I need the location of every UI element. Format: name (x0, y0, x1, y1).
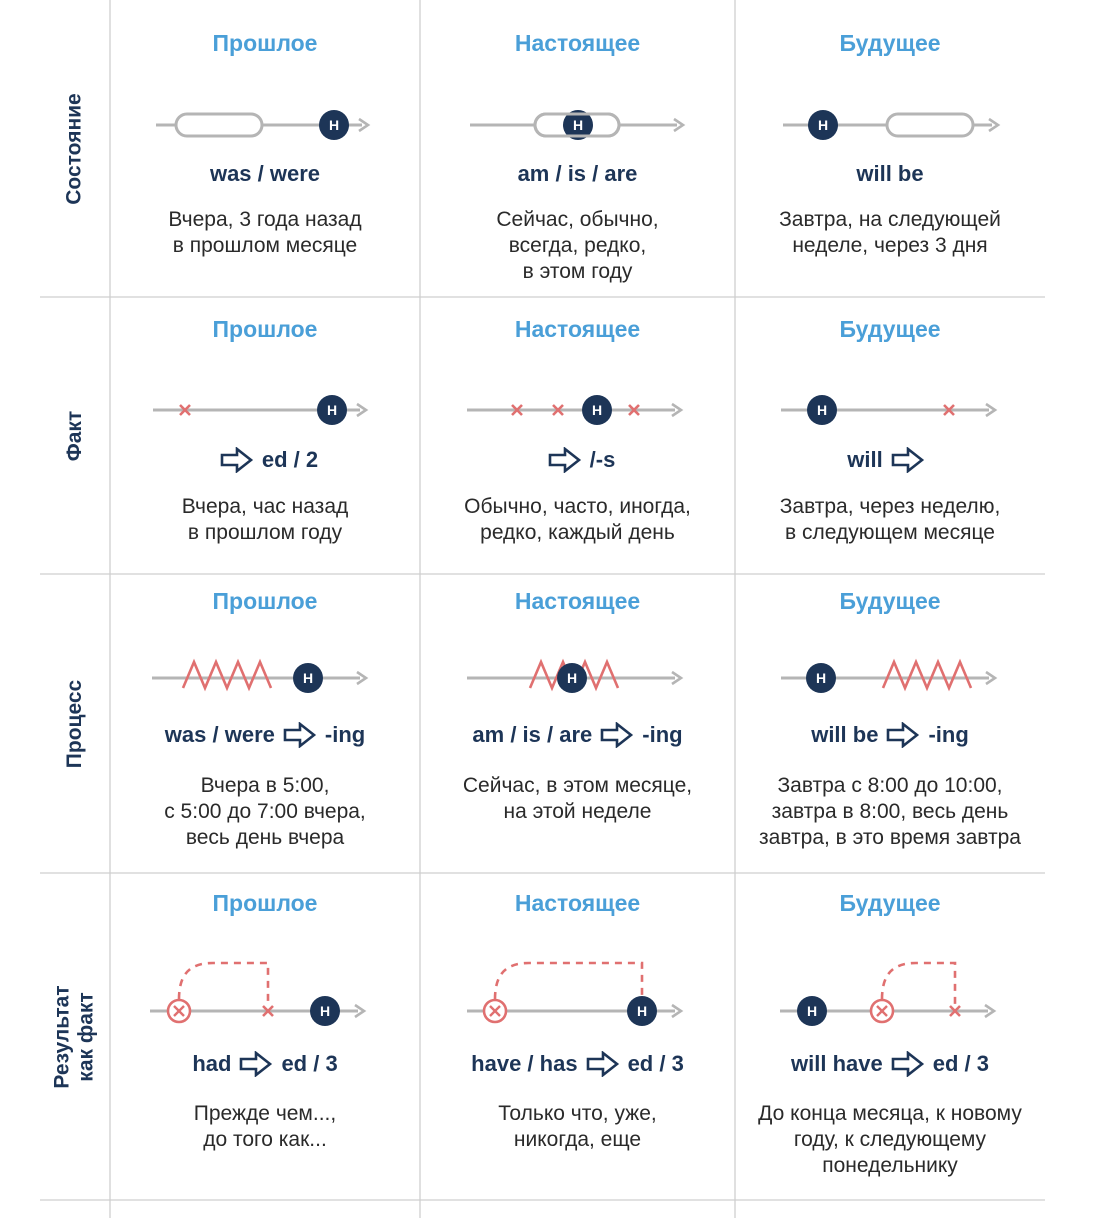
formula-part: -ing (324, 722, 366, 747)
tense-cell (110, 297, 420, 574)
time-marker-line: весь день вчера (185, 826, 345, 849)
arrow-right-icon (220, 447, 254, 473)
time-marker-line: понедельнику (822, 1154, 958, 1177)
time-markers (735, 494, 1045, 546)
row-label-line: Состояние (63, 92, 87, 205)
tense-formula (735, 443, 1045, 477)
tense-cell (420, 873, 735, 1200)
formula-part: am / is / are (517, 161, 638, 186)
formula-part: -ing (642, 722, 683, 747)
time-marker-line: на этой неделе (503, 800, 652, 823)
state-capsule (887, 114, 973, 136)
tense-cell (420, 0, 735, 297)
now-marker (808, 110, 838, 140)
start-circled-cross (168, 1000, 190, 1022)
time-marker-line: До конца месяца, к новому (758, 1102, 1022, 1125)
time-marker-line: Прежде чем..., (193, 1102, 337, 1125)
time-marker-line: в прошлом году (187, 521, 343, 544)
tense-cell (735, 0, 1045, 297)
time-marker-line: Сейчас, в этом месяце, (462, 774, 693, 797)
arrow-right-icon (283, 722, 317, 748)
time-marker-line: Обычно, часто, иногда, (464, 495, 691, 518)
tense-cell (110, 873, 420, 1200)
time-marker-line: никогда, еще (513, 1128, 642, 1151)
now-marker (807, 395, 837, 425)
formula-part: am / is / are (472, 722, 593, 747)
time-markers (110, 207, 420, 259)
time-marker-line: Завтра с 8:00 до 10:00, (777, 774, 1003, 797)
now-marker-letter: Н (636, 1003, 648, 1019)
now-marker (627, 996, 657, 1026)
tense-heading: Будущее (839, 890, 941, 916)
formula-part: will have (791, 1051, 883, 1076)
tense-formula (420, 443, 735, 477)
time-markers (735, 1101, 1045, 1179)
time-markers (420, 207, 735, 285)
now-marker-letter: Н (806, 1003, 818, 1019)
tense-formula (735, 1047, 1045, 1081)
result-dashed-arc (495, 963, 642, 1005)
now-marker-letter: Н (817, 117, 829, 133)
tense-cell (735, 873, 1045, 1200)
time-markers (735, 773, 1045, 851)
row-label-line: Процесс (62, 679, 86, 768)
arrow-right-icon (600, 722, 634, 748)
time-markers (110, 773, 420, 851)
now-marker (319, 110, 349, 140)
time-markers (420, 773, 735, 825)
now-marker-letter: Н (815, 670, 827, 686)
now-marker (582, 395, 612, 425)
time-markers (735, 207, 1045, 259)
tense-formula (735, 157, 1045, 191)
arrow-right-icon (891, 447, 925, 473)
result-dashed-arc (179, 963, 268, 1005)
arrow-right-icon (586, 1051, 620, 1077)
time-marker-line: завтра в 8:00, весь день (771, 800, 1009, 823)
now-marker (797, 996, 827, 1026)
now-marker-letter: Н (572, 117, 584, 133)
tense-heading: Настоящее (514, 588, 641, 614)
time-marker-line: Завтра, через неделю, (779, 495, 1001, 518)
time-marker-line: Только что, уже, (498, 1102, 657, 1125)
formula-part: ed / 3 (281, 1051, 338, 1076)
now-marker-letter: Н (591, 402, 603, 418)
time-marker-line: в прошлом месяце (172, 234, 358, 257)
time-marker-line: с 5:00 до 7:00 вчера, (164, 800, 366, 823)
result-dashed-arc (882, 963, 955, 1005)
time-marker-line: до того как... (203, 1128, 327, 1151)
tense-heading: Будущее (839, 588, 941, 614)
formula-part: will (847, 447, 883, 472)
tense-heading: Настоящее (514, 316, 641, 342)
start-circled-cross (484, 1000, 506, 1022)
tense-heading: Настоящее (514, 30, 641, 56)
now-marker (310, 996, 340, 1026)
tense-formula (420, 157, 735, 191)
arrow-right-icon (886, 722, 920, 748)
now-marker (806, 663, 836, 693)
arrow-right-icon (891, 1051, 925, 1077)
tense-formula (420, 1047, 735, 1081)
now-marker-letter: Н (566, 670, 578, 686)
tense-cell (110, 0, 420, 297)
time-marker-line: редко, каждый день (480, 521, 675, 544)
formula-part: /-s (589, 447, 616, 472)
now-marker (317, 395, 347, 425)
tense-heading: Настоящее (514, 890, 641, 916)
now-marker-letter: Н (302, 670, 314, 686)
time-marker-line: году, к следующему (793, 1128, 987, 1151)
time-marker-line: всегда, редко, (508, 234, 647, 257)
formula-part: ed / 3 (627, 1051, 684, 1076)
time-marker-line: Вчера в 5:00, (200, 774, 330, 797)
now-marker-letter: Н (319, 1003, 331, 1019)
tense-heading: Прошлое (212, 588, 318, 614)
row-label-line: Результат (50, 984, 74, 1089)
time-markers (420, 494, 735, 546)
time-marker-line: Вчера, 3 года назад (168, 208, 362, 231)
tense-formula (420, 718, 735, 752)
tense-heading: Будущее (839, 316, 941, 342)
tense-heading: Прошлое (212, 890, 318, 916)
tense-cell (735, 297, 1045, 574)
time-marker-line: в этом году (522, 260, 633, 283)
tense-formula (735, 718, 1045, 752)
row-label-line: Факт (63, 410, 86, 461)
formula-part: have / has (471, 1051, 578, 1076)
tense-cell (420, 574, 735, 873)
tense-heading: Прошлое (212, 316, 318, 342)
start-circled-cross (871, 1000, 893, 1022)
row-label-line: как факт (74, 991, 98, 1082)
time-markers (110, 494, 420, 546)
formula-part: was / were (209, 161, 321, 186)
formula-part: ed / 2 (261, 447, 319, 472)
process-zigzag (883, 662, 971, 688)
time-marker-line: Вчера, час назад (181, 495, 349, 518)
time-marker-line: Завтра, на следующей (779, 208, 1001, 231)
now-marker-letter: Н (326, 402, 338, 418)
now-marker (293, 663, 323, 693)
formula-part: ed / 3 (932, 1051, 989, 1076)
time-marker-line: неделе, через 3 дня (792, 234, 988, 257)
tense-formula (110, 718, 420, 752)
tense-cell (110, 574, 420, 873)
formula-part: -ing (928, 722, 969, 747)
formula-part: had (192, 1051, 232, 1076)
time-marker-line: в следующем месяце (785, 521, 995, 544)
state-capsule (176, 114, 262, 136)
time-markers (420, 1101, 735, 1153)
tense-heading: Будущее (839, 30, 941, 56)
now-marker (557, 663, 587, 693)
now-marker-letter: Н (328, 117, 340, 133)
tense-cell (735, 574, 1045, 873)
tense-formula (110, 443, 420, 477)
time-marker-line: завтра, в это время завтра (759, 826, 1021, 849)
tense-cell (420, 297, 735, 574)
time-markers (110, 1101, 420, 1153)
tense-heading: Прошлое (212, 30, 318, 56)
formula-part: was / were (164, 722, 275, 747)
now-marker-letter: Н (816, 402, 828, 418)
formula-part: will be (811, 722, 879, 747)
process-zigzag (183, 662, 271, 688)
tense-formula (110, 1047, 420, 1081)
arrow-right-icon (239, 1051, 273, 1077)
time-marker-line: Сейчас, обычно, (496, 208, 659, 231)
arrow-right-icon (548, 447, 582, 473)
tense-formula (110, 157, 420, 191)
formula-part: will be (856, 161, 924, 186)
